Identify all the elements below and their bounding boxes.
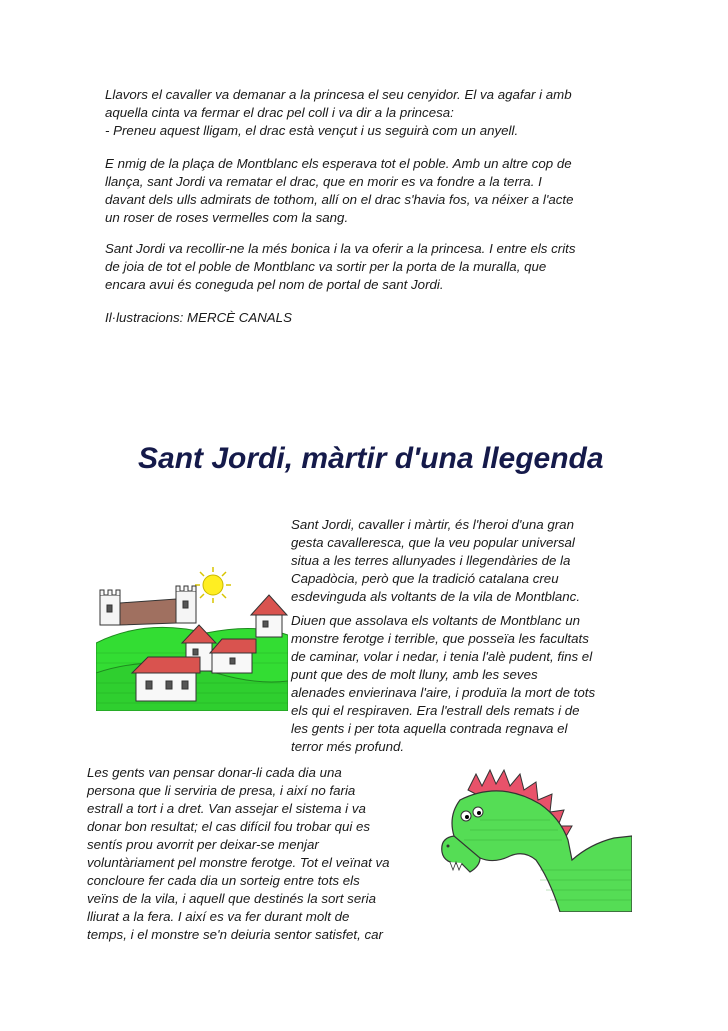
- text-line: aquella cinta va fermar el drac pel coll i va dir a la princesa:: [105, 105, 454, 120]
- text-line: els qui el respiraven. Era l'estrall dels remats i de: [291, 703, 580, 718]
- text-line: Sant Jordi, cavaller i màrtir, és l'heroi d'una gran: [291, 517, 574, 532]
- text-line: punt que des de molt lluny, amb les seves: [291, 667, 538, 682]
- text-line: temps, i el monstre se'n deiuria sentor satisfet, car: [87, 927, 383, 942]
- house-front: [132, 657, 200, 701]
- paragraph-cenyidor: [105, 86, 645, 140]
- text-line: de caminar, volar i nedar, i tenia l'alè pudent, fins el: [291, 649, 593, 664]
- text-line: llança, sant Jordi va rematar el drac, que en morir es va fondre a la terra. I: [105, 174, 542, 189]
- text-line: terror més profund.: [291, 739, 405, 754]
- text-line: concloure fer cada dia un sorteig entre tots els: [87, 873, 360, 888]
- text-line: monstre ferotge i terrible, que posseïa les facultats: [291, 631, 589, 646]
- text-line: - Preneu aquest lligam, el drac està vençut i us seguirà com un anyell.: [105, 123, 519, 138]
- village-illustration: [96, 563, 288, 711]
- text-line: esdevinguda als voltants de la vila de Montblanc.: [291, 589, 581, 604]
- paragraph-portal-sant-jordi: [105, 240, 645, 294]
- text-line: Llavors el cavaller va demanar a la princesa el seu cenyidor. El va agafar i amb: [105, 87, 572, 102]
- paragraph-placa-montblanc: [105, 155, 645, 227]
- section-title: Sant Jordi, màrtir d'una llegenda: [138, 442, 604, 475]
- text-line: gesta cavalleresca, que la veu popular universal: [291, 535, 575, 550]
- illustrations-credit: [105, 309, 645, 327]
- text-line: un roser de roses vermelles com la sang.: [105, 210, 349, 225]
- text-line: donar bon resultat; el cas difícil fou trobar qui es: [87, 819, 371, 834]
- text-line: estrall a tort i a dret. Van assejar el sistema i va: [87, 801, 366, 816]
- text-line: voluntàriament pel monstre ferotge. Tot el veïnat va: [87, 855, 390, 870]
- text-line: Les gents van pensar donar-li cada dia una: [87, 765, 342, 780]
- paragraph-sorteig: [87, 764, 432, 944]
- text-line: les gents i per tota aquella contrada regnava el: [291, 721, 568, 736]
- paragraph-monstre: [291, 612, 636, 756]
- text-line: davant dels ulls admirats de tothom, allí on el drac s'havia fos, va néixer a l'acte: [105, 192, 574, 207]
- text-line: veïns de la vila, i aquell que destinés la sort seria: [87, 891, 376, 906]
- text-line: Diuen que assolava els voltants de Montblanc un: [291, 613, 581, 628]
- text-line: Sant Jordi va recollir-ne la més bonica i la va oferir a la princesa. I entre els crits: [105, 241, 576, 256]
- text-line: Il·lustracions: MERCÈ CANALS: [105, 310, 292, 325]
- text-line: Capadòcia, però que la tradició catalana creu: [291, 571, 559, 586]
- text-line: sentís prou avorrit per deixar-se menjar: [87, 837, 319, 852]
- text-line: situa a les terres allunyades i llegendàries de la: [291, 553, 571, 568]
- text-line: lliurat a la fera. I així es va fer durant molt de: [87, 909, 350, 924]
- text-line: persona que li serviria de presa, i així no faria: [87, 783, 356, 798]
- house-right: [251, 595, 287, 637]
- text-line: encara avui és coneguda pel nom de portal de sant Jordi.: [105, 277, 444, 292]
- text-line: de joia de tot el poble de Montblanc va sortir per la porta de la muralla, que: [105, 259, 547, 274]
- text-line: E nmig de la plaça de Montblanc els esperava tot el poble. Amb un altre cop de: [105, 156, 572, 171]
- sun-icon: [195, 567, 231, 603]
- castle-wall: [100, 586, 196, 625]
- paragraph-intro-sant-jordi: [291, 516, 636, 606]
- dragon-illustration: [440, 760, 632, 912]
- text-line: alenades envierinava l'aire, i produïa la mort de tots: [291, 685, 596, 700]
